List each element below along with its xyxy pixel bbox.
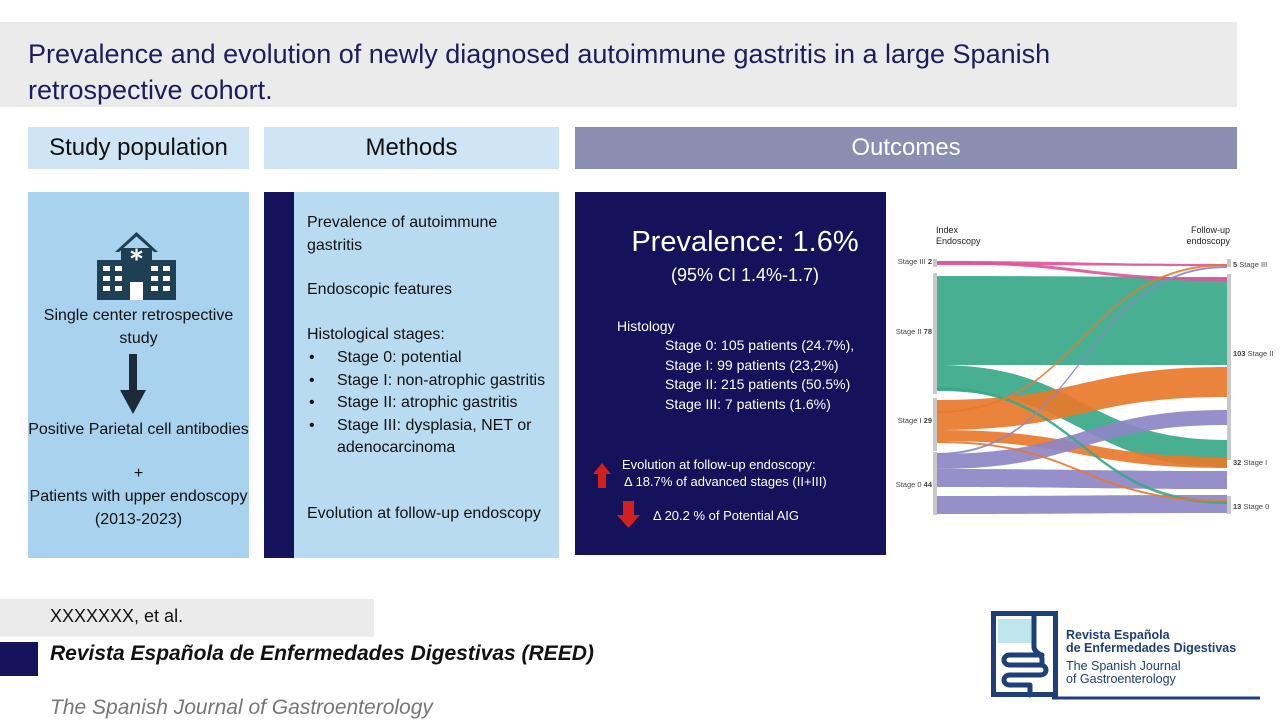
histology-label: Histology	[617, 318, 675, 334]
methods-panel	[294, 192, 559, 558]
header-outcomes: Outcomes	[575, 127, 1237, 169]
criteria-endoscopy: Patients with upper endoscopy (2013-2023)	[29, 488, 248, 528]
stage-item: • Stage II: atrophic gastritis	[307, 392, 552, 415]
sankey-right-node	[1227, 440, 1231, 460]
histology-row: Stage III: 7 patients (1.6%)	[665, 395, 831, 412]
evolution-potential: Δ 20.2 % of Potential AIG	[653, 508, 799, 523]
right-node-label: 103 Stage II	[1233, 349, 1274, 358]
stage-item: • Stage 0: potential	[307, 347, 552, 370]
sankey-right-node	[1227, 259, 1231, 267]
right-node-label: 5 Stage III	[1233, 260, 1268, 269]
header-study-population: Study population	[28, 127, 249, 169]
authors: XXXXXXX, et al.	[50, 606, 184, 626]
sankey-right-node	[1227, 496, 1231, 514]
study-type-text: Single center retrospective study	[43, 307, 234, 347]
histology-row: Stage II: 215 patients (50.5%)	[665, 376, 851, 392]
evolution-advanced: Δ 18.7% of advanced stages (II+III)	[624, 474, 827, 489]
journal-name: Revista Española de Enfermedades Digestivas (REED)	[50, 642, 594, 665]
methods-endoscopic: Endoscopic features	[307, 281, 452, 298]
sankey-chart	[890, 215, 1280, 525]
right-axis-title: Follow-up endoscopy	[1186, 225, 1230, 246]
logo-title-2: de Enfermedades Digestivas	[1066, 641, 1237, 655]
right-node-label: 32 Stage I	[1233, 458, 1268, 467]
stage-item: • Stage III: dysplasia, NET or adenocarcinoma	[307, 415, 552, 460]
methods-accent-bar	[264, 192, 294, 558]
header-methods: Methods	[264, 127, 559, 169]
histology-row: Stage I: 99 patients (23,2%)	[665, 356, 839, 373]
study-population-panel	[28, 192, 249, 558]
outcomes-panel	[575, 192, 886, 555]
logo-title-1: Revista Española	[1066, 628, 1170, 642]
sankey-flows	[937, 261, 1227, 514]
stage-item: • Stage I: non-atrophic gastritis	[307, 370, 552, 393]
left-node-label: Stage II 78	[895, 327, 932, 336]
methods-histological: Histological stages:	[307, 326, 445, 343]
sankey-left-node	[933, 452, 937, 515]
methods-prevalence: Prevalence of autoimmune gastritis	[307, 214, 498, 254]
logo-subtitle-2: of Gastroenterology	[1066, 672, 1176, 686]
page-title: Prevalence and evolution of newly diagnosed autoimmune gastritis in a large Spanish retrospective cohort.	[28, 39, 1051, 105]
arrow-down-icon	[120, 354, 146, 414]
left-axis-title: Index Endoscopy	[936, 225, 981, 246]
left-node-label: Stage I 29	[897, 416, 932, 425]
evolution-title: Evolution at follow-up endoscopy:	[622, 457, 816, 472]
journal-subtitle: The Spanish Journal of Gastroenterology	[50, 696, 433, 719]
left-node-label: Stage III 2	[897, 257, 932, 266]
methods-evolution: Evolution at follow-up endoscopy	[307, 505, 541, 522]
criteria-antibodies: Positive Parietal cell antibodies	[28, 421, 249, 438]
journal-logo	[990, 609, 1262, 701]
left-node-label: Stage 0 44	[895, 480, 932, 489]
arrow-down-red-icon	[617, 501, 640, 528]
sankey-right-node	[1227, 274, 1231, 450]
sankey-left-node	[933, 259, 937, 267]
hospital-icon	[94, 230, 179, 302]
criteria-plus: +	[133, 465, 144, 482]
sankey-left-node	[933, 398, 937, 451]
journal-accent-square	[0, 642, 38, 676]
prevalence-value: Prevalence: 1.6%	[631, 226, 859, 258]
stages-list	[307, 347, 552, 460]
arrow-up-icon	[593, 463, 611, 488]
right-node-label: 13 Stage 0	[1233, 502, 1270, 511]
logo-subtitle-1: The Spanish Journal	[1066, 659, 1181, 673]
sankey-flow	[937, 276, 1227, 365]
histology-row: Stage 0: 105 patients (24.7%),	[665, 337, 855, 353]
prevalence-ci: (95% CI 1.4%-1.7)	[670, 265, 820, 285]
sankey-left-node	[933, 273, 937, 394]
